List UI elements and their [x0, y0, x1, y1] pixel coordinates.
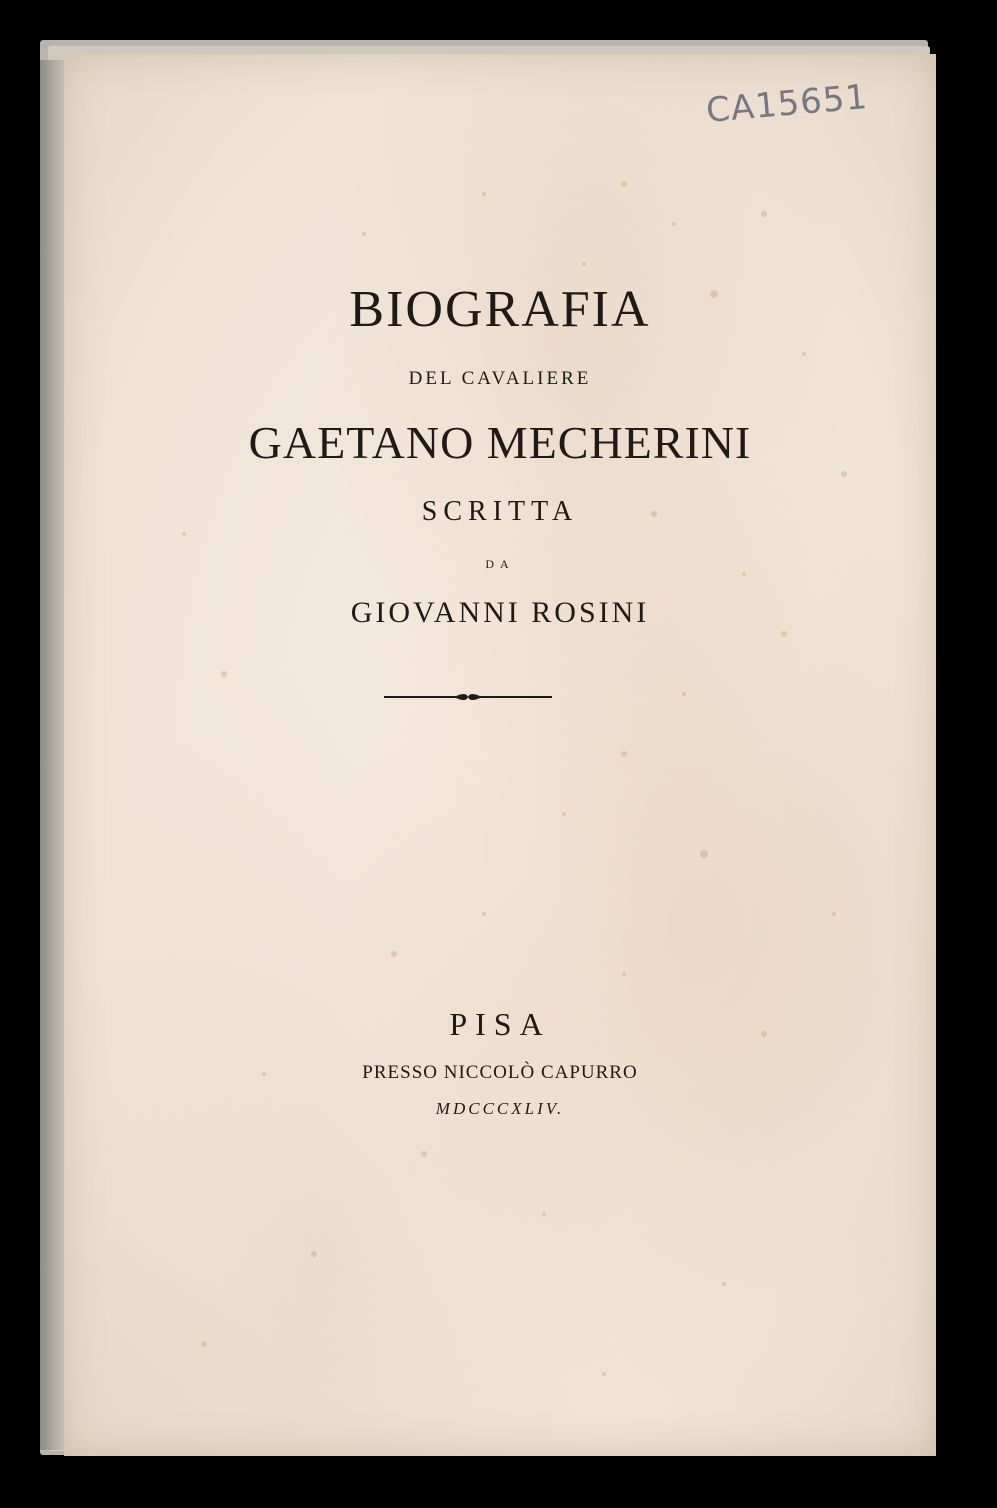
handwritten-shelfmark: CA15651: [704, 77, 870, 131]
by-label: DA: [485, 557, 515, 571]
book-subtitle: DEL CAVALIERE: [408, 368, 592, 389]
subject-name: GAETANO MECHERINI: [248, 417, 752, 468]
publication-city: PISA: [449, 1006, 551, 1042]
title-page: [64, 54, 936, 1456]
written-label: SCRITTA: [421, 496, 579, 527]
book-title: BIOGRAFIA: [349, 281, 651, 338]
author-name: GIOVANNI ROSINI: [350, 596, 650, 629]
book-spine: [40, 60, 66, 1450]
publisher-name: PRESSO NICCOLÒ CAPURRO: [362, 1062, 638, 1083]
ornamental-rule-icon: [384, 688, 552, 706]
publication-year: MDCCCXLIV.: [435, 1099, 565, 1118]
foxing-stains: [64, 54, 936, 1456]
